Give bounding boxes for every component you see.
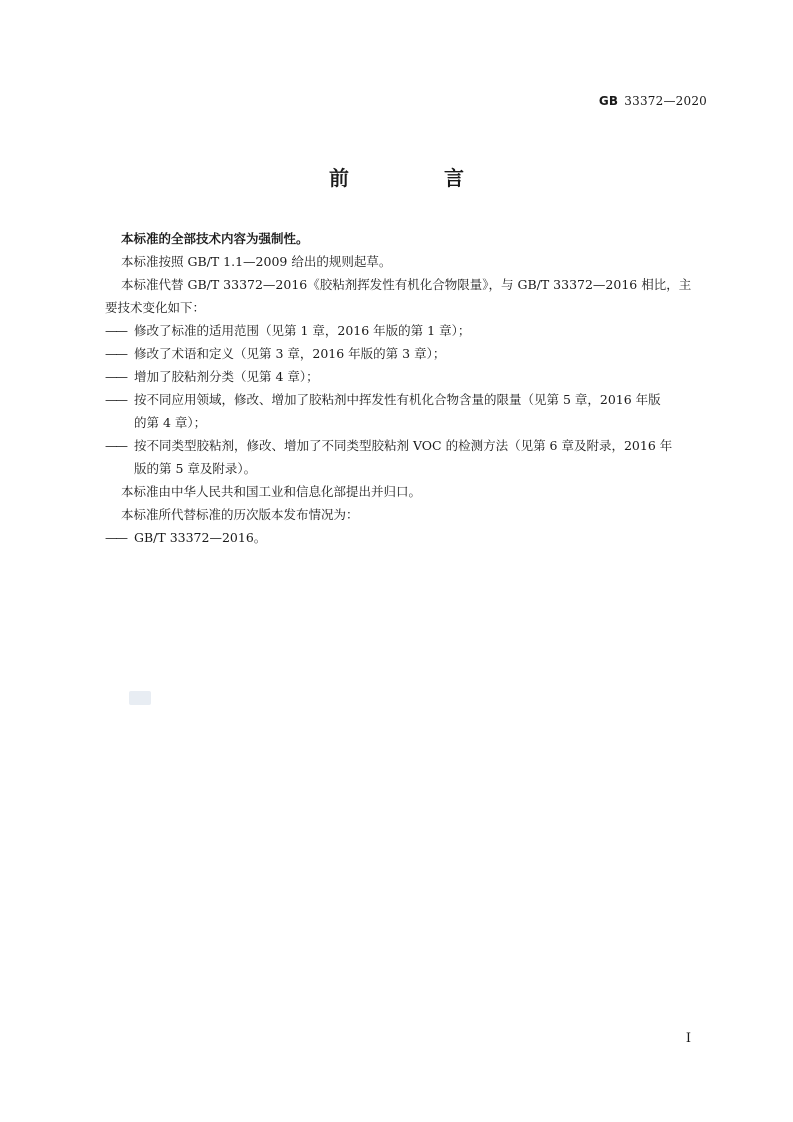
dash: —— bbox=[105, 323, 126, 338]
page-title: 前 言 bbox=[329, 166, 508, 190]
proposer-statement: 本标准由中华人民共和国工业和信息化部提出并归口。 bbox=[121, 484, 422, 499]
standard-number: 33372—2020 bbox=[624, 94, 707, 108]
dash: —— bbox=[105, 392, 126, 407]
change-text: 修改了标准的适用范围（见第 1 章，2016 年版的第 1 章）； bbox=[134, 323, 471, 338]
change-text: 增加了胶粘剂分类（见第 4 章）； bbox=[134, 369, 319, 384]
change-text: 修改了术语和定义（见第 3 章，2016 年版的第 3 章）； bbox=[134, 346, 446, 361]
change-item bbox=[105, 342, 709, 365]
history-item bbox=[105, 526, 709, 549]
watermark-logo-icon bbox=[129, 691, 151, 705]
mandatory-statement: 本标准的全部技术内容为强制性。 bbox=[121, 231, 309, 246]
replacement-line-2: 要技术变化如下： bbox=[105, 300, 206, 315]
foreword-body bbox=[105, 227, 709, 549]
change-text-line: 版的第 5 章及附录）。 bbox=[134, 461, 257, 476]
standard-code bbox=[599, 94, 707, 108]
history-heading: 本标准所代替标准的历次版本发布情况为： bbox=[121, 507, 359, 522]
change-item bbox=[105, 434, 709, 480]
dash: —— bbox=[105, 530, 126, 545]
page-number: I bbox=[685, 1031, 691, 1046]
drafting-rules: 本标准按照 GB/T 1.1—2009 给出的规则起草。 bbox=[121, 254, 392, 269]
change-text-line: 按不同应用领域，修改、增加了胶粘剂中挥发性有机化合物含量的限量（见第 5 章，2016 年版 bbox=[134, 392, 661, 407]
change-item bbox=[105, 365, 709, 388]
change-text-line: 按不同类型胶粘剂，修改、增加了不同类型胶粘剂 VOC 的检测方法（见第 6 章及附录，2016 年 bbox=[134, 438, 673, 453]
change-item bbox=[105, 388, 709, 434]
change-text-line: 的第 4 章）； bbox=[134, 415, 207, 430]
change-text bbox=[134, 388, 709, 434]
standard-prefix: GB bbox=[598, 94, 619, 108]
dash: —— bbox=[105, 369, 126, 384]
change-item bbox=[105, 319, 709, 342]
change-text bbox=[134, 434, 709, 480]
replacement-line-1: 本标准代替 GB/T 33372—2016《胶粘剂挥发性有机化合物限量》，与 GB/T 33372—2016 相比，主 bbox=[121, 277, 692, 292]
dash: —— bbox=[105, 346, 126, 361]
dash: —— bbox=[105, 438, 126, 453]
history-text: GB/T 33372—2016。 bbox=[134, 530, 267, 545]
